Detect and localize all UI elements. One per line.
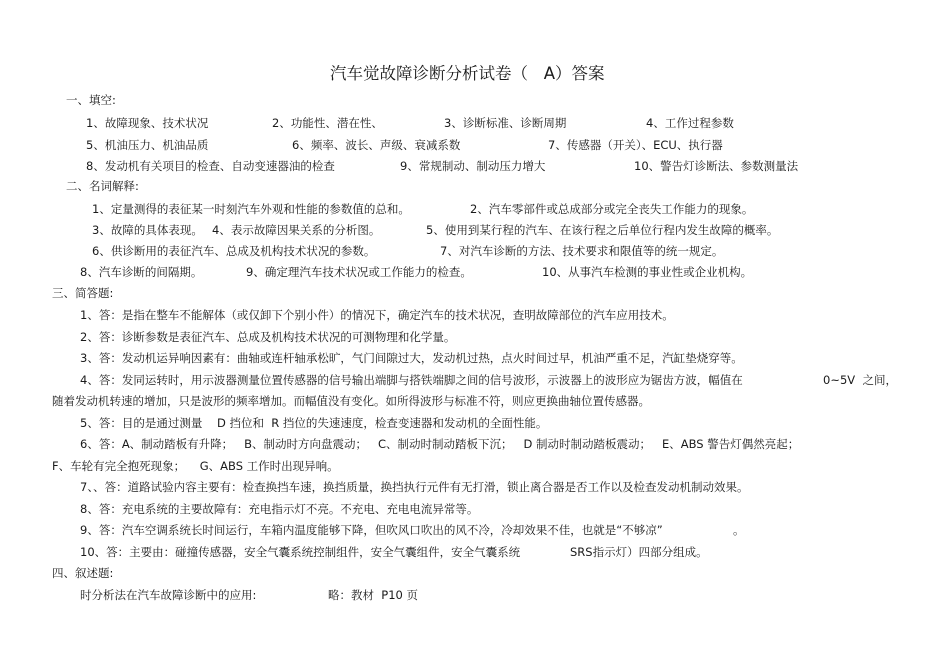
definition-6: 6、供诊断用的表征汽车、总成及机构技术状况的参数。 (92, 244, 376, 258)
document-title: 汽车觉故障诊断分析试卷（ A）答案 (330, 64, 605, 83)
fill-answer-1: 1、故障现象、技术状况 (86, 116, 209, 130)
short-answer-4-line2: 随着发动机转速的增加，只是波形的频率增加。而幅值没有变化。如所得波形与标准不符，则应更换曲轴位置传感器。 (52, 394, 650, 408)
short-answer-6-line1: 6、答：A、制动踏板有升降； B、制动时方向盘震动； C、制动时制动踏板下沉； D 制动时制动踏板震动； E、ABS 警告灯偶然亮起； (80, 437, 800, 451)
section-heading-short-answer: 三、简答题: (52, 286, 114, 300)
definition-4: 4、表示故障因果关系的分析图。 (212, 223, 381, 237)
short-answer-10-end: SRS指示灯）四部分组成。 (570, 545, 708, 559)
short-answer-9-end: 。 (733, 523, 745, 537)
short-answer-6-line2: F、车轮有完全抱死现象； G、ABS 工作时出现异响。 (52, 459, 339, 473)
short-answer-2: 2、答：诊断参数是表征汽车、总成及机构技术状况的可测物理和化学量。 (80, 330, 456, 344)
short-answer-7: 7、、答：道路试验内容主要有：检查换挡车速，换挡质量，换挡执行元件有无打滑，锁止离合器是否工作以及检查发动机制动效果。 (80, 480, 749, 494)
fill-answer-8: 8、发动机有关项目的检查、自动变速器油的检查 (86, 159, 335, 173)
short-answer-10: 10、答：主要由：碰撞传感器，安全气囊系统控制组件，安全气囊组件，安全气囊系统 (80, 545, 521, 559)
short-answer-1: 1、答：是指在整车不能解体（或仅卸下个别小件）的情况下，确定汽车的技术状况，查明故障部位的汽车应用技术。 (80, 308, 674, 322)
definition-9: 9、确定理汽车技术状况或工作能力的检查。 (246, 265, 472, 279)
fill-answer-9: 9、常规制动、制动压力增大 (400, 159, 546, 173)
essay-reference: 略：教材 P10 页 (328, 588, 419, 602)
fill-answer-4: 4、工作过程参数 (646, 116, 734, 130)
short-answer-3: 3、答：发动机运异响因素有：曲轴或连杆轴承松旷，气门间隙过大，发动机过热，点火时间过早，机油严重不足，汽缸垫烧穿等。 (80, 351, 743, 365)
fill-answer-3: 3、诊断标准、诊断周期 (444, 116, 567, 130)
fill-answer-10: 10、警告灯诊断法、参数测量法 (634, 159, 799, 173)
definition-7: 7、对汽车诊断的方法、技术要求和限值等的统一规定。 (440, 244, 724, 258)
definition-3: 3、故障的具体表现。 (92, 223, 203, 237)
section-heading-fill-blank: 一、填空: (66, 93, 116, 107)
fill-answer-6: 6、频率、波长、声级、衰减系数 (292, 138, 461, 152)
fill-answer-5: 5、机油压力、机油品质 (86, 138, 209, 152)
short-answer-5: 5、答：目的是通过测量 D 挡位和 R 挡位的失速速度，检查变速器和发动机的全面性能。 (80, 416, 548, 430)
definition-5: 5、使用到某行程的汽车、在该行程之后单位行程内发生故障的概率。 (426, 223, 779, 237)
essay-question: 时分析法在汽车故障诊断中的应用: (80, 588, 257, 602)
definition-8: 8、汽车诊断的间隔期。 (80, 265, 203, 279)
definition-1: 1、定量测得的表征某一时刻汽车外观和性能的参数值的总和。 (92, 202, 410, 216)
definition-10: 10、从事汽车检测的事业性或企业机构。 (542, 265, 753, 279)
section-heading-definitions: 二、名词解释: (66, 179, 139, 193)
short-answer-8: 8、答：充电系统的主要故障有：充电指示灯不亮。不充电、充电电流异常等。 (80, 502, 479, 516)
section-heading-essay: 四、叙述题: (52, 566, 114, 580)
definition-2: 2、汽车零部件或总成部分或完全丧失工作能力的现象。 (470, 202, 754, 216)
fill-answer-2: 2、功能性、潜在性、 (272, 116, 383, 130)
short-answer-4-line1: 4、答：发同运转时，用示波器测量位置传感器的信号输出端脚与搭铁端脚之间的信号波形，示波器上的波形应为锯齿方波，幅值在 (80, 373, 743, 387)
short-answer-4-range: 0~5V 之间， (823, 373, 897, 387)
fill-answer-7: 7、传感器（开关）、ECU、执行器 (548, 138, 723, 152)
short-answer-9: 9、答：汽车空调系统长时间运行，车箱内温度能够下降，但吹风口吹出的风不冷，冷却效果不佳，也就是“不够凉” (80, 523, 663, 537)
